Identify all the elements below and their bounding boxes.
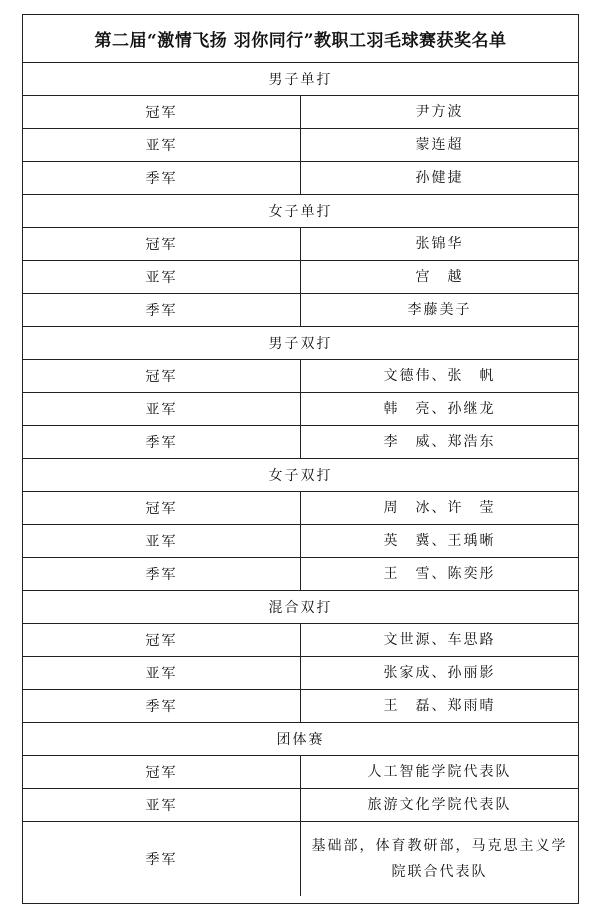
table-row: [23, 624, 578, 657]
section-name: 混合双打: [268, 600, 333, 616]
winner-cell: 韩 亮、孙继龙: [383, 401, 496, 417]
table-row: [23, 129, 578, 162]
winner-cell: 李藤美子: [407, 302, 472, 318]
winner-cell: 张锦华: [415, 236, 464, 252]
rank-cell: 冠军: [23, 360, 301, 392]
rank-cell: 亚军: [23, 525, 301, 557]
table-row: [23, 822, 578, 896]
winner-cell: 尹方波: [415, 104, 464, 120]
table-row: [23, 756, 578, 789]
table-row: [23, 162, 578, 195]
table-row: [23, 657, 578, 690]
rank-cell: 季军: [23, 294, 301, 326]
rank-cell: 季军: [23, 162, 301, 194]
table-body: [23, 63, 578, 896]
rank-cell: 冠军: [23, 228, 301, 260]
rank-cell: 亚军: [23, 657, 301, 689]
rank-cell: 季军: [23, 426, 301, 458]
section-name: 女子单打: [268, 204, 333, 220]
table-row: [23, 690, 578, 723]
page-title: 第二届“激情飞扬 羽你同行”教职工羽毛球赛获奖名单: [94, 31, 507, 51]
winner-cell: 王 磊、郑雨晴: [383, 698, 496, 714]
section-header-row: [23, 63, 578, 96]
rank-cell: 冠军: [23, 756, 301, 788]
rank-cell: 亚军: [23, 789, 301, 821]
winner-cell: 王 雪、陈奕彤: [383, 566, 496, 582]
rank-cell: 亚军: [23, 129, 301, 161]
table-row: [23, 492, 578, 525]
winner-cell: 周 冰、许 莹: [383, 500, 496, 516]
winner-cell: 宫 越: [415, 269, 464, 285]
section-name: 男子双打: [268, 336, 333, 352]
rank-cell: 冠军: [23, 624, 301, 656]
rank-cell: 冠军: [23, 96, 301, 128]
winner-cell: 基础部，体育教研部，马克思主义学院联合代表队: [311, 838, 568, 880]
section-name: 女子双打: [268, 468, 333, 484]
winner-cell: 孙健捷: [415, 170, 464, 186]
award-table: [22, 14, 579, 904]
rank-cell: 亚军: [23, 261, 301, 293]
rank-cell: 亚军: [23, 393, 301, 425]
section-name: 团体赛: [276, 732, 325, 748]
winner-cell: 文德伟、张 帆: [383, 368, 496, 384]
section-header-row: [23, 195, 578, 228]
rank-cell: 季军: [23, 690, 301, 722]
table-row: [23, 261, 578, 294]
table-row: [23, 96, 578, 129]
winner-cell: 文世源、车思路: [383, 632, 496, 648]
table-row: [23, 525, 578, 558]
table-row: [23, 789, 578, 822]
section-header-row: [23, 591, 578, 624]
section-name: 男子单打: [268, 72, 333, 88]
rank-cell: 冠军: [23, 492, 301, 524]
title-row: [23, 15, 578, 63]
table-row: [23, 228, 578, 261]
table-row: [23, 558, 578, 591]
table-row: [23, 426, 578, 459]
winner-cell: 李 威、郑浩东: [383, 434, 496, 450]
winner-cell: 张家成、孙丽影: [383, 665, 496, 681]
table-row: [23, 294, 578, 327]
winner-cell: 蒙连超: [415, 137, 464, 153]
table-row: [23, 393, 578, 426]
winner-cell: 英 冀、王瑀晰: [383, 533, 496, 549]
rank-cell: 季军: [23, 822, 301, 896]
section-header-row: [23, 723, 578, 756]
winner-cell: 人工智能学院代表队: [367, 764, 512, 780]
section-header-row: [23, 327, 578, 360]
rank-cell: 季军: [23, 558, 301, 590]
section-header-row: [23, 459, 578, 492]
table-row: [23, 360, 578, 393]
winner-cell: 旅游文化学院代表队: [367, 797, 512, 813]
